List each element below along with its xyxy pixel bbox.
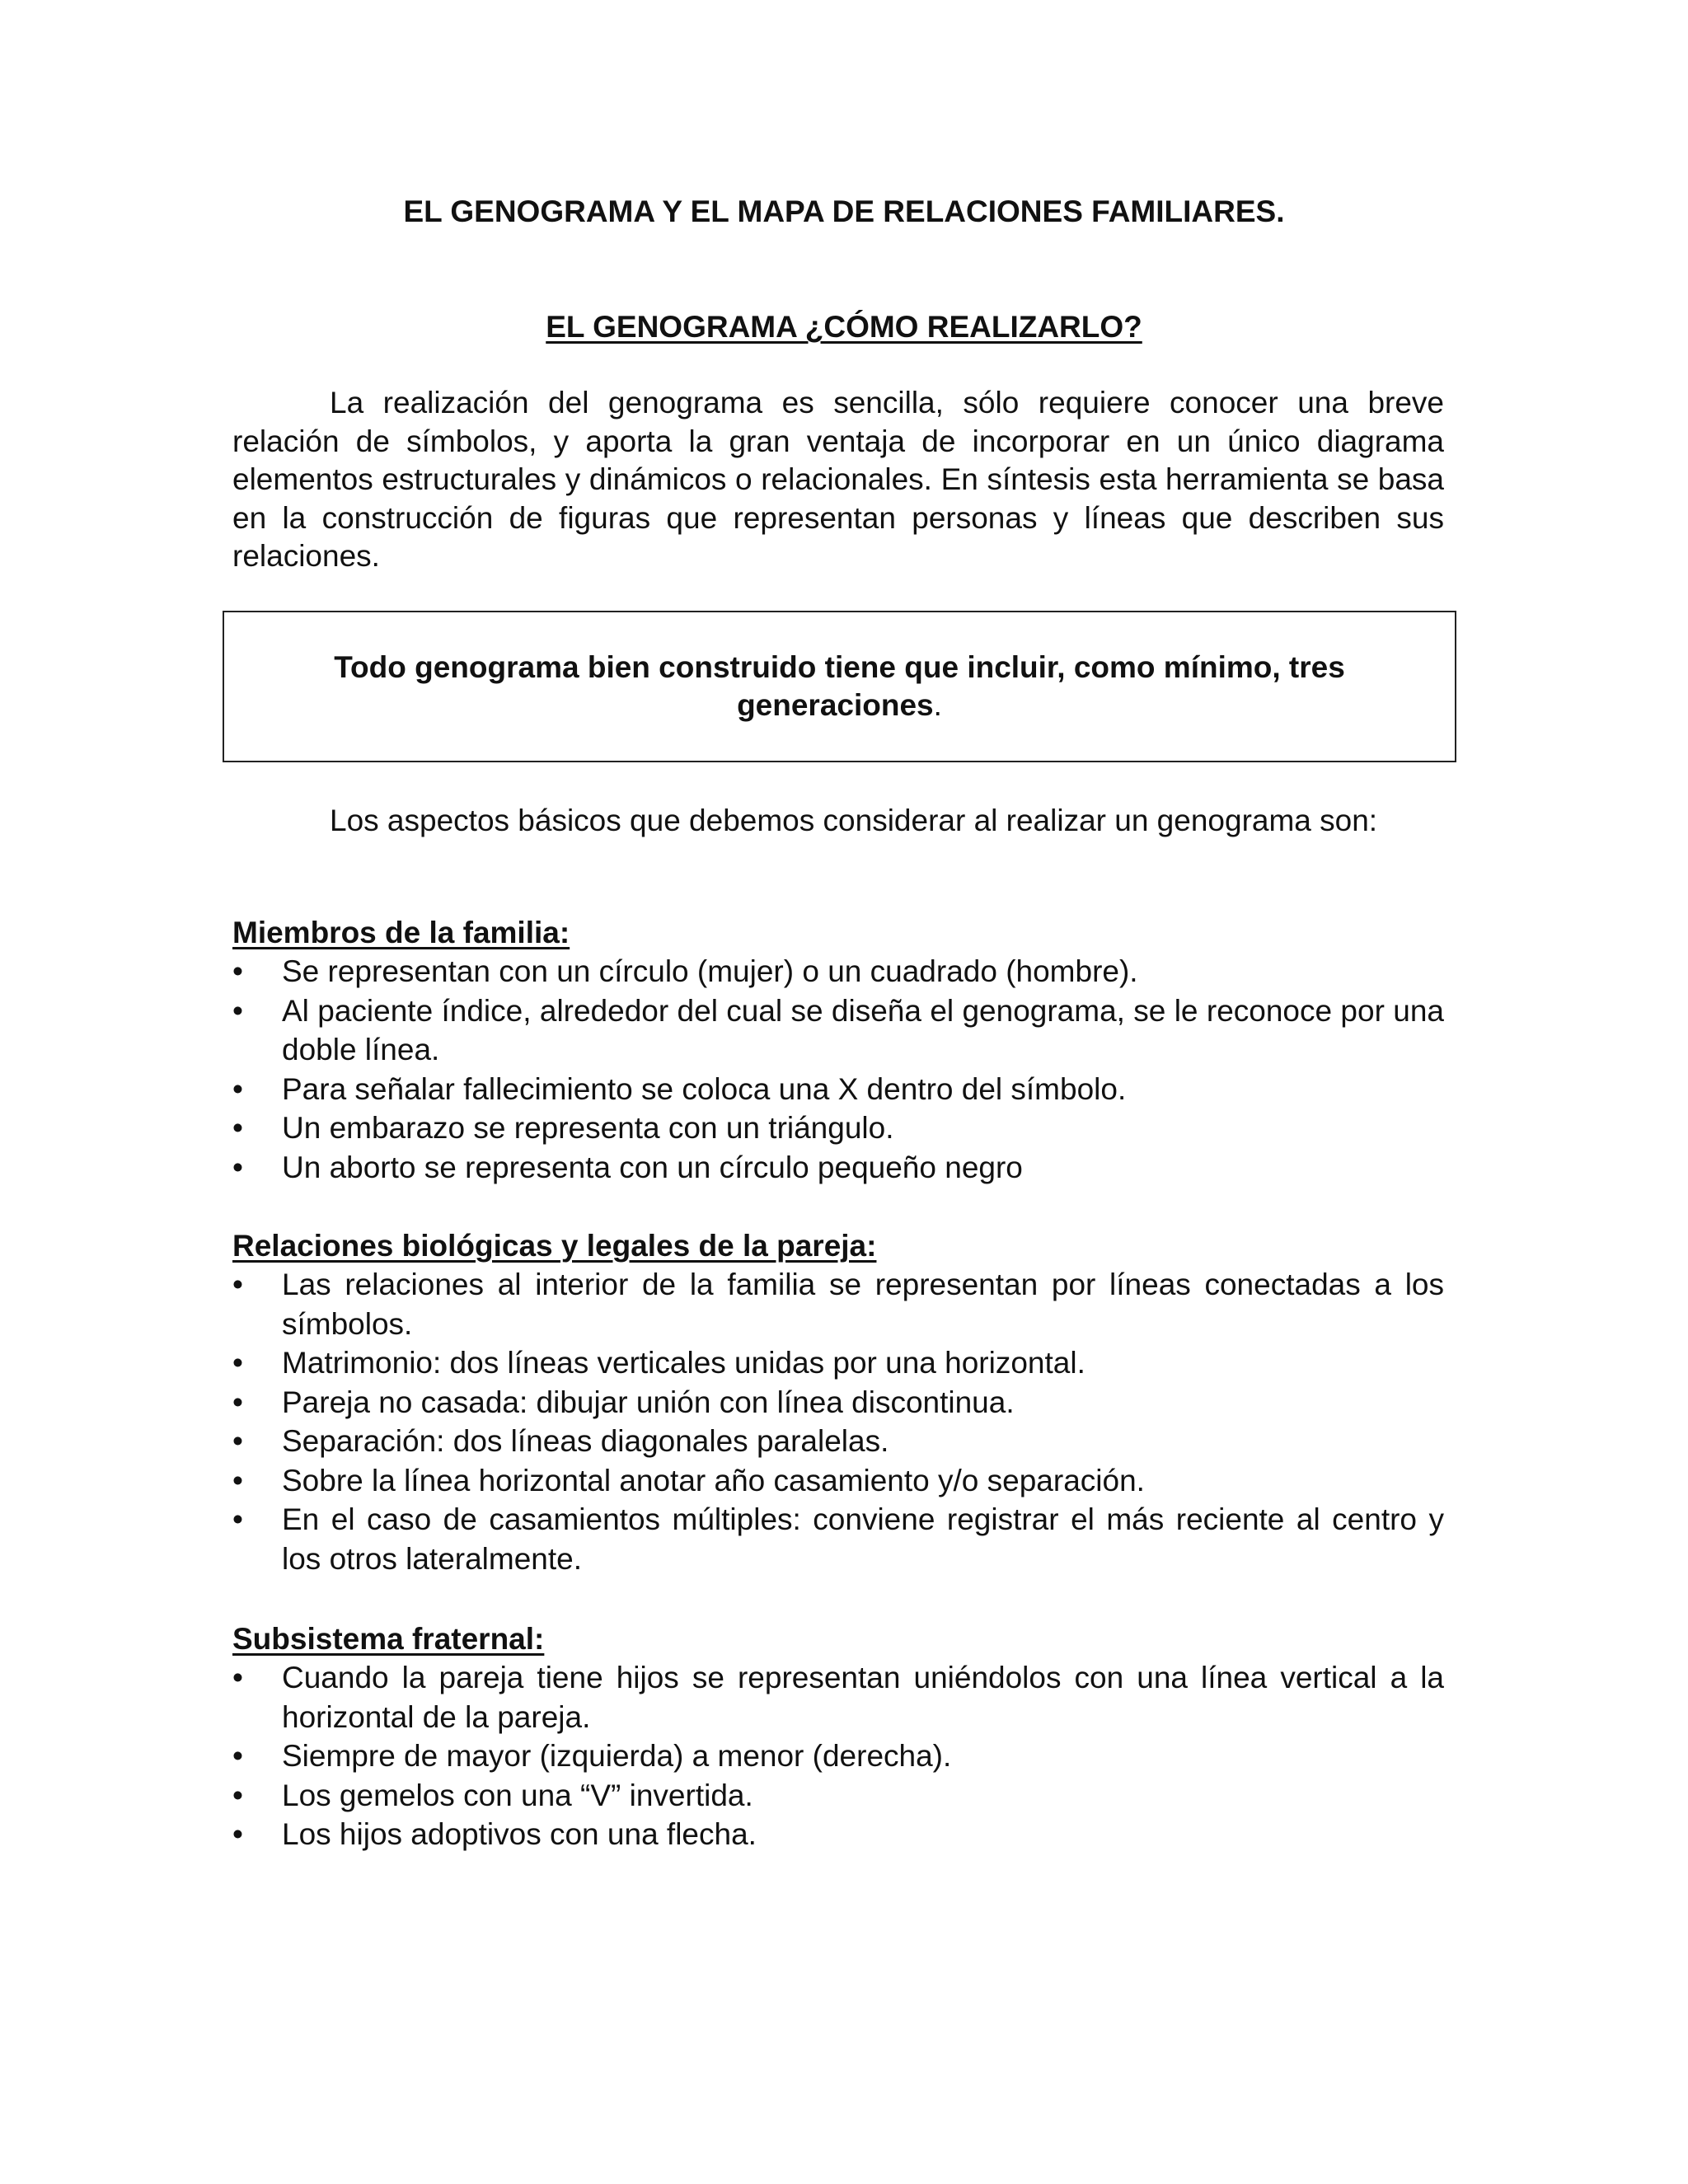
callout-text — [279, 649, 1400, 724]
aspects-paragraph: Los aspectos básicos que debemos considerar al realizar un genograma son: — [330, 804, 1378, 837]
list-item — [232, 1736, 1444, 1776]
section-family-members — [232, 914, 1444, 1187]
list-item — [232, 1500, 1444, 1578]
bullet-icon: • — [232, 1346, 243, 1380]
list-item-text: Sobre la línea horizontal anotar año casamiento y/o separación. — [282, 1463, 1145, 1497]
bullet-icon: • — [232, 993, 243, 1028]
bullet-list — [232, 1265, 1444, 1578]
bullet-icon: • — [232, 1739, 243, 1773]
list-item-text: Un embarazo se representa con un triángulo. — [282, 1111, 894, 1145]
bullet-list — [232, 952, 1444, 1187]
list-item-text: Para señalar fallecimiento se coloca una X dentro del símbolo. — [282, 1071, 1127, 1106]
intro-paragraph: La realización del genograma es sencilla, sólo requiere conocer una breve relación de símbolos, y aporta la gran ventaja de incorporar en un único diagrama elementos estructurales y dinámicos o relacionales. En síntesis esta herramienta se basa en la construcción de figuras que representan personas y líneas que describen sus relaciones. — [232, 386, 1444, 573]
bullet-icon: • — [232, 1150, 243, 1184]
bullet-icon: • — [232, 1817, 243, 1851]
list-item-text: Las relaciones al interior de la familia se representan por líneas conectadas a los símbolos. — [282, 1268, 1444, 1341]
bullet-icon: • — [232, 1111, 243, 1145]
list-item — [232, 1815, 1444, 1854]
list-item — [232, 952, 1444, 991]
list-item — [232, 1070, 1444, 1109]
list-item-text: Matrimonio: dos líneas verticales unidas por una horizontal. — [282, 1346, 1085, 1380]
bullet-icon: • — [232, 1463, 243, 1497]
list-item-text: Separación: dos líneas diagonales paralelas. — [282, 1424, 889, 1458]
list-item-text: Se representan con un círculo (mujer) o un cuadrado (hombre). — [282, 954, 1138, 988]
list-item — [232, 1658, 1444, 1736]
bullet-list — [232, 1658, 1444, 1854]
bullet-icon: • — [232, 1661, 243, 1694]
bullet-icon: • — [232, 1424, 243, 1458]
bullet-icon: • — [232, 1778, 243, 1812]
callout-box — [223, 611, 1456, 762]
bullet-icon: • — [232, 1385, 243, 1419]
list-item-text: Pareja no casada: dibujar unión con línea discontinua. — [282, 1385, 1015, 1419]
list-item-text: Cuando la pareja tiene hijos se representan uniéndolos con una línea vertical a la horizontal de la pareja. — [282, 1661, 1444, 1734]
list-item — [232, 991, 1444, 1070]
list-item — [232, 1148, 1444, 1188]
list-item-text: Los hijos adoptivos con una flecha. — [282, 1817, 757, 1851]
bullet-icon: • — [232, 954, 243, 988]
list-item-text: Un aborto se representa con un círculo pequeño negro — [282, 1150, 1023, 1184]
list-item — [232, 1383, 1444, 1422]
list-item — [232, 1265, 1444, 1343]
list-item — [232, 1776, 1444, 1816]
section-heading: Miembros de la familia: — [232, 916, 570, 949]
bullet-icon: • — [232, 1502, 243, 1536]
section-heading: Subsistema fraternal: — [232, 1622, 545, 1656]
list-item — [232, 1461, 1444, 1501]
list-item-text: Al paciente índice, alrededor del cual se diseña el genograma, se le reconoce por una doble línea. — [282, 993, 1444, 1066]
list-item — [232, 1343, 1444, 1383]
section-sibling-subsystem — [232, 1620, 1444, 1854]
section-heading: Relaciones biológicas y legales de la pareja: — [232, 1229, 877, 1263]
callout-statement: Todo genograma bien construido tiene que incluir, como mínimo, tres generaciones — [334, 650, 1345, 722]
bullet-icon: • — [232, 1071, 243, 1106]
list-item-text: Los gemelos con una “V” invertida. — [282, 1778, 753, 1812]
list-item-text: Siempre de mayor (izquierda) a menor (derecha). — [282, 1739, 952, 1773]
list-item-text: En el caso de casamientos múltiples: conviene registrar el más reciente al centro y los otros lateralmente. — [282, 1502, 1444, 1576]
list-item — [232, 1422, 1444, 1461]
section-couple-relations — [232, 1227, 1444, 1578]
page-subtitle: EL GENOGRAMA ¿CÓMO REALIZARLO? — [546, 310, 1142, 344]
bullet-icon: • — [232, 1268, 243, 1301]
list-item — [232, 1108, 1444, 1148]
callout-period: . — [933, 688, 942, 722]
page-title: EL GENOGRAMA Y EL MAPA DE RELACIONES FAMILIARES. — [403, 194, 1285, 228]
